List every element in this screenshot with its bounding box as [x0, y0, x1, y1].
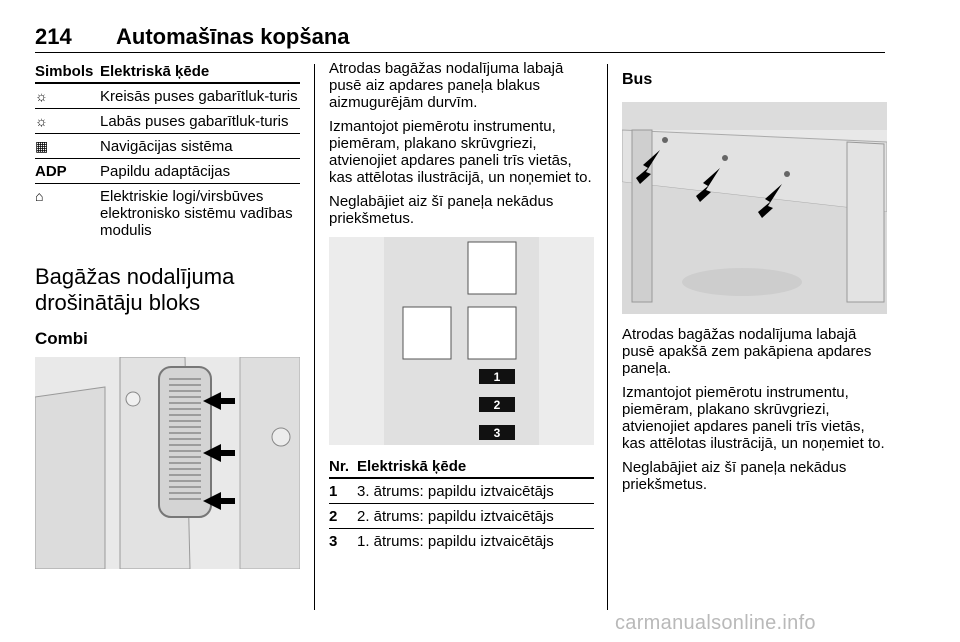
fuse-label-3: 3 — [493, 426, 501, 440]
side-light-left-icon: ☼ — [35, 88, 48, 104]
bus-heading: Bus — [622, 71, 653, 88]
fuse-label-1: 1 — [493, 370, 501, 384]
symbol-table — [35, 60, 300, 242]
fuse-label-2: 2 — [493, 398, 501, 412]
table-row — [35, 184, 300, 243]
table-row — [35, 159, 300, 184]
fuse-number: 1 — [329, 478, 357, 504]
fuse-circuit: 3. ātrums: papildu iztvaicētājs — [357, 478, 594, 504]
fuse-table — [329, 455, 594, 553]
table-row — [35, 83, 300, 109]
row-label: Labās puses gabarītluk-turis — [100, 109, 300, 134]
table-row — [35, 134, 300, 159]
bus-warning-paragraph: Neglabājiet aiz šī paneļa nekādus priekšmetus. — [622, 459, 847, 493]
fuse-circuit: 2. ātrums: papildu iztvaicētājs — [357, 504, 594, 529]
bus-panel-drawing — [622, 102, 887, 314]
bus-illustration — [622, 102, 887, 314]
circuit-column-header: Elektriskā ķēde — [357, 455, 594, 478]
location-paragraph: Atrodas bagāžas nodalījuma labajā pusē aiz apdares paneļa blakus aizmugurējām durvīm. — [329, 60, 564, 111]
fuse-circuit: 1. ātrums: papildu iztvaicētājs — [357, 533, 554, 550]
fuse-number: 2 — [329, 504, 357, 529]
side-light-right-icon: ☼ — [35, 113, 48, 129]
row-label: Papildu adaptācijas — [100, 159, 300, 184]
warning-paragraph: Neglabājiet aiz šī paneļa nekādus priekšmetus. — [329, 193, 554, 227]
nr-column-header: Nr. — [329, 455, 357, 478]
row-label: Kreisās puses gabarītluk-turis — [100, 83, 300, 109]
combi-panel-drawing — [35, 357, 300, 569]
header-rule — [35, 52, 885, 53]
section-heading: Bagāžas nodalījuma drošinātāju bloks — [35, 264, 235, 315]
fuse-number: 3 — [329, 533, 338, 550]
row-label: Elektriskie logi/virsbūves elektronisko sistēmu vadības modulis — [100, 188, 293, 239]
page-number: 214 — [35, 24, 72, 49]
table-row — [35, 109, 300, 134]
instruction-paragraph: Izmantojot piemērotu instrumentu, piemēram, plakano skrūvgriezi, atvienojiet apdares paneli trīs vietās, kas attēlotas ilustrācijā, un noņemiet to. — [329, 118, 592, 186]
table-row — [329, 478, 594, 504]
fuse-table-header — [329, 455, 594, 478]
combi-illustration — [35, 357, 300, 569]
window-roof-module-icon: ⌂ — [35, 188, 44, 204]
fuse-block-diagram — [329, 237, 594, 445]
row-label: Navigācijas sistēma — [100, 134, 300, 159]
column-divider-2 — [607, 64, 608, 610]
bus-instruction-paragraph: Izmantojot piemērotu instrumentu, piemēram, plakano skrūvgriezi, atvienojiet apdares paneli trīs vietās, kas attēlotas ilustrācijā, un noņemiet to. — [622, 384, 885, 452]
circuit-column-header: Elektriskā ķēde — [100, 60, 300, 83]
column-left — [35, 60, 300, 569]
page-title: Automašīnas kopšana — [116, 24, 350, 49]
column-divider-1 — [314, 64, 315, 610]
table-row — [329, 529, 594, 554]
table-row — [329, 504, 594, 529]
column-middle — [329, 60, 594, 553]
combi-heading: Combi — [35, 329, 88, 348]
adp-symbol: ADP — [35, 163, 67, 180]
symbol-table-header — [35, 60, 300, 83]
fuse-block-drawing — [329, 237, 594, 445]
navigation-system-icon: ▦ — [35, 138, 49, 154]
column-right — [622, 60, 887, 500]
symbol-column-header: Simbols — [35, 60, 100, 83]
bus-location-paragraph: Atrodas bagāžas nodalījuma labajā pusē apakšā zem pakāpiena apdares paneļa. — [622, 326, 872, 377]
watermark: carmanualsonline.info — [615, 612, 816, 634]
